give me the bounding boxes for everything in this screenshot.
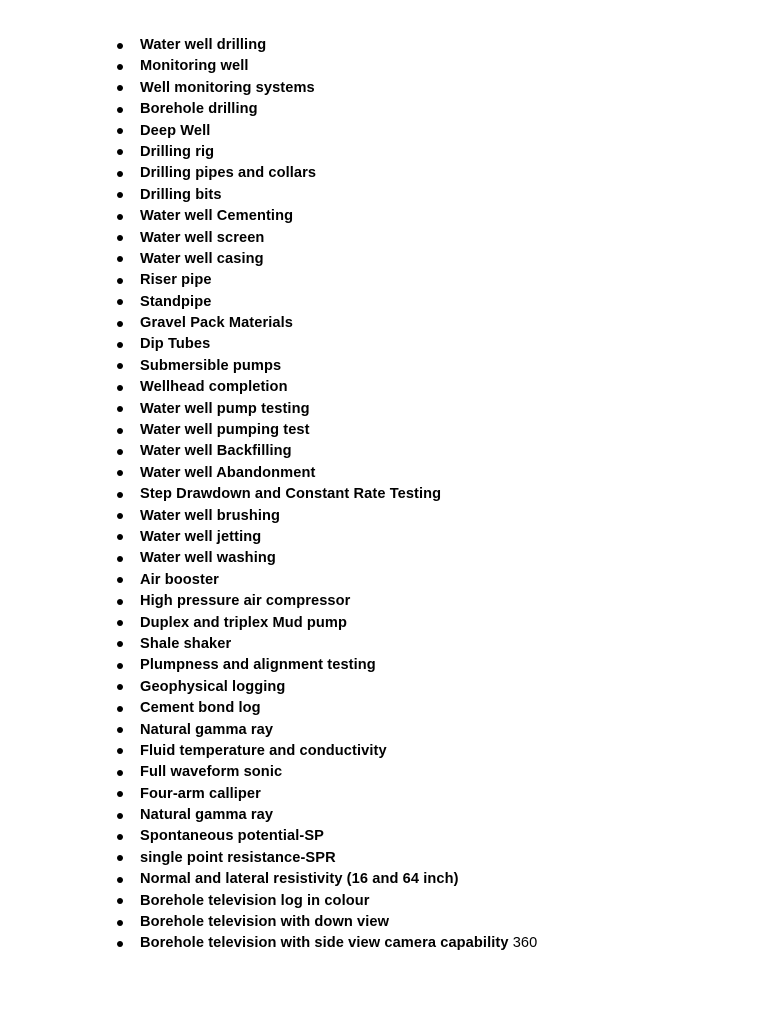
list-item-text: Drilling rig	[140, 143, 215, 160]
list-item	[113, 463, 713, 484]
bullet-icon	[117, 534, 123, 540]
list-item	[113, 784, 713, 805]
list-item	[113, 720, 713, 741]
list-item	[113, 206, 713, 227]
bullet-icon	[117, 470, 123, 476]
list-item-suffix: 360	[512, 935, 538, 952]
list-item-text: Drilling pipes and collars	[140, 165, 317, 182]
list-item-text: Borehole television with side view camera capability	[140, 935, 509, 952]
list-item	[113, 356, 713, 377]
list-item-text: Standpipe	[140, 293, 212, 310]
list-item	[113, 441, 713, 462]
list-item-text: Step Drawdown and Constant Rate Testing	[140, 486, 442, 503]
list-item	[113, 912, 713, 933]
bullet-icon	[117, 620, 123, 626]
list-item-text: Natural gamma ray	[140, 807, 274, 824]
list-item-text: Borehole television with down view	[140, 914, 390, 931]
list-item	[113, 142, 713, 163]
list-item	[113, 591, 713, 612]
bullet-icon	[117, 941, 123, 947]
list-item-text: Natural gamma ray	[140, 721, 274, 738]
bullet-icon	[117, 898, 123, 904]
list-item-text: Dip Tubes	[140, 336, 211, 353]
list-item	[113, 78, 713, 99]
list-item	[113, 249, 713, 270]
list-item-text: Borehole drilling	[140, 101, 258, 118]
list-item	[113, 121, 713, 142]
bullet-icon	[117, 171, 123, 177]
list-item-text: Wellhead completion	[140, 379, 288, 396]
bullet-icon	[117, 813, 123, 819]
list-item-text: Water well Cementing	[140, 208, 294, 225]
bullet-icon	[117, 663, 123, 669]
list-item-text: Air booster	[140, 571, 219, 588]
list-item	[113, 506, 713, 527]
list-item	[113, 655, 713, 676]
list-item-text: Cement bond log	[140, 700, 261, 717]
list-item-text: Monitoring well	[140, 58, 249, 75]
bullet-icon	[117, 684, 123, 690]
bullet-icon	[117, 278, 123, 284]
list-item-text: Water well screen	[140, 229, 265, 246]
list-item	[113, 313, 713, 334]
bullet-icon	[117, 513, 123, 519]
bullet-icon	[117, 321, 123, 327]
list-item	[113, 826, 713, 847]
bullet-icon	[117, 256, 123, 262]
list-item	[113, 570, 713, 591]
list-item-text: Submersible pumps	[140, 357, 282, 374]
bullet-icon	[117, 64, 123, 70]
list-item-text: Water well drilling	[140, 37, 267, 53]
bullet-icon	[117, 877, 123, 883]
bullet-icon	[117, 706, 123, 712]
list-item	[113, 399, 713, 420]
list-item-text: Full waveform sonic	[140, 764, 283, 781]
bullet-icon	[117, 855, 123, 861]
list-item-text: Drilling bits	[140, 186, 222, 203]
bullet-icon	[117, 235, 123, 241]
bullet-icon	[117, 85, 123, 91]
list-item	[113, 933, 713, 954]
list-item	[113, 677, 713, 698]
list-item	[113, 377, 713, 398]
list-item	[113, 762, 713, 783]
list-item-text: Shale shaker	[140, 635, 232, 652]
list-item-text: Water well pumping test	[140, 422, 310, 439]
list-item	[113, 185, 713, 206]
list-item-text: Water well casing	[140, 250, 264, 267]
list-item	[113, 99, 713, 120]
bullet-icon	[117, 385, 123, 391]
list-item-text: Water well Abandonment	[140, 464, 316, 481]
bullet-icon	[117, 214, 123, 220]
list-item-text: Spontaneous potential-SP	[140, 828, 325, 845]
list-item	[113, 548, 713, 569]
bullet-icon	[117, 107, 123, 113]
bullet-icon	[117, 577, 123, 583]
bullet-icon	[117, 748, 123, 754]
list-item	[113, 292, 713, 313]
list-item	[113, 613, 713, 634]
list-item	[113, 163, 713, 184]
bullet-icon	[117, 149, 123, 155]
list-item-text: Water well pump testing	[140, 400, 310, 417]
list-item-text: Water well brushing	[140, 507, 281, 524]
list-item-text: Deep Well	[140, 122, 211, 139]
list-item	[113, 869, 713, 890]
list-item-text: Water well washing	[140, 550, 276, 567]
list-item-text: Borehole television log in colour	[140, 892, 370, 909]
bullet-icon	[117, 43, 123, 49]
list-item-text: Normal and lateral resistivity (16 and 64 inch)	[140, 871, 459, 888]
list-item	[113, 228, 713, 249]
bullet-icon	[117, 791, 123, 797]
list-item-text: Duplex and triplex Mud pump	[140, 614, 348, 631]
bullet-icon	[117, 363, 123, 369]
bullet-icon	[117, 342, 123, 348]
list-item	[113, 698, 713, 719]
bullet-icon	[117, 556, 123, 562]
bullet-icon	[117, 192, 123, 198]
bullet-icon	[117, 770, 123, 776]
list-item	[113, 420, 713, 441]
list-item-text: Well monitoring systems	[140, 79, 315, 96]
bullet-icon	[117, 299, 123, 305]
bullet-icon	[117, 406, 123, 412]
list-item	[113, 270, 713, 291]
list-item-text: Fluid temperature and conductivity	[140, 742, 387, 759]
bullet-icon	[117, 727, 123, 733]
bullet-icon	[117, 920, 123, 926]
list-item-text: Gravel Pack Materials	[140, 315, 293, 332]
bullet-icon	[117, 834, 123, 840]
list-item	[113, 805, 713, 826]
bullet-icon	[117, 428, 123, 434]
list-item-text: High pressure air compressor	[140, 593, 351, 610]
list-item-text: Geophysical logging	[140, 678, 286, 695]
list-item-text: Water well Backfilling	[140, 443, 292, 460]
list-item	[113, 848, 713, 869]
list-item	[113, 56, 713, 77]
bullet-list	[113, 35, 713, 955]
list-item-text: Water well jetting	[140, 528, 262, 545]
list-item	[113, 527, 713, 548]
list-item-text: Riser pipe	[140, 272, 212, 289]
list-item-text: Plumpness and alignment testing	[140, 657, 376, 674]
list-item	[113, 334, 713, 355]
bullet-icon	[117, 449, 123, 455]
list-item	[113, 35, 713, 56]
list-item	[113, 634, 713, 655]
bullet-icon	[117, 599, 123, 605]
list-item-text: Four-arm calliper	[140, 785, 261, 802]
list-item	[113, 484, 713, 505]
list-item-text: single point resistance-SPR	[140, 849, 336, 866]
bullet-icon	[117, 128, 123, 134]
bullet-icon	[117, 641, 123, 647]
list-item	[113, 741, 713, 762]
list-item	[113, 891, 713, 912]
bullet-icon	[117, 492, 123, 498]
